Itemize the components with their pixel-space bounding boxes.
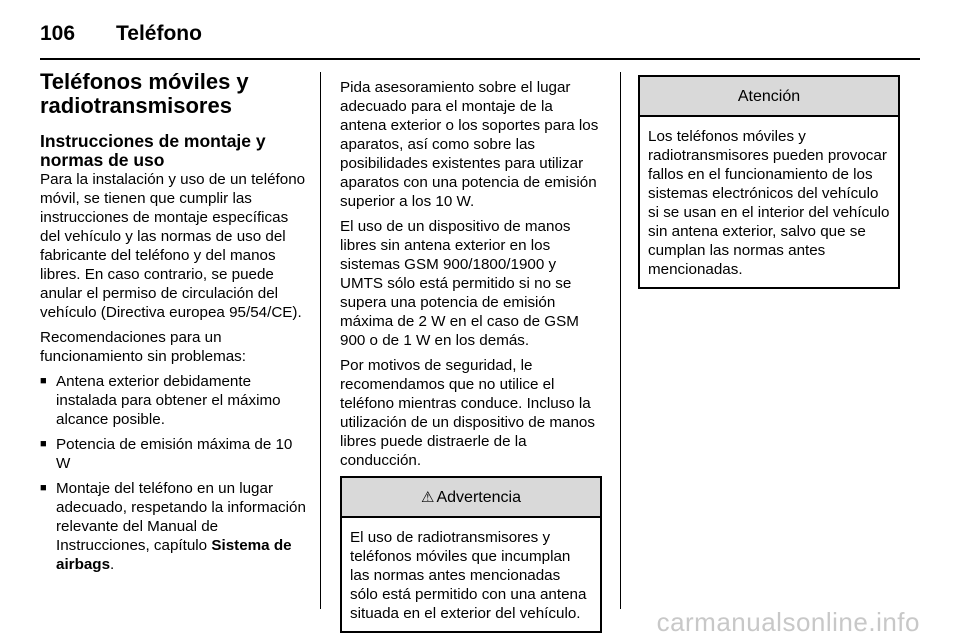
warning-title: Advertencia (436, 488, 521, 506)
paragraph: El uso de un dispositivo de manos libres sin antena exterior en los sistemas GSM 900/1800/1900 y UMTS sólo está permitido si no se supera una potencia de emisión máxima de 2 W en el caso de GSM 900 o de 1 W en los demás. (340, 218, 579, 349)
paragraph: Para la instalación y uso de un teléfono móvil, se tienen que cumplir las instrucciones de montaje específicas del vehículo y las normas de uso del fabricante del teléfono y del manos libres. En caso contrario, se puede anular el permiso de circulación del vehículo (Directiva europea 95/54/CE). (40, 171, 306, 321)
page-title: Teléfonos móviles y radiotransmisores (40, 69, 249, 118)
watermark: carmanualsonline.info (656, 607, 920, 637)
page-header (40, 14, 202, 54)
attention-box (638, 75, 900, 289)
cross-reference: Sistema de airbags (56, 537, 292, 573)
warning-text: El uso de radiotransmisores y teléfonos móviles que incumplan las normas antes mencionadas sólo está permitido con una antena situada en el exterior del vehículo. (350, 529, 587, 622)
list-item-tail: . (110, 556, 115, 573)
list-item-text: Antena exterior debidamente instalada para obtener el máximo alcance posible. (56, 373, 281, 428)
paragraph: Recomendaciones para un funcionamiento sin problemas: (40, 329, 246, 365)
header-rule (40, 58, 920, 60)
subsection-title: Instrucciones de montaje y normas de uso (40, 131, 266, 170)
warning-box-header (342, 478, 600, 518)
bullet-icon: ■ (40, 482, 47, 494)
warning-box (340, 476, 602, 633)
list-item-text: Potencia de emisión máxima de 10 W (56, 436, 293, 472)
paragraph: Por motivos de seguridad, le recomendamos que no utilice el teléfono mientras conduce. Incluso la utilización de un dispositivo de manos libres puede distraerle de la conducción. (340, 357, 595, 469)
list-item-text: Montaje del teléfono en un lugar adecuado, respetando la información relevante del Manual de Instrucciones, capítulo (56, 480, 306, 554)
list-item (40, 479, 308, 574)
attention-text: Los teléfonos móviles y radiotransmisores pueden provocar fallos en el funcionamiento de los sistemas electrónicos del vehículo si se usan en el interior del vehículo sin antena exterior, salvo que se cumplan las normas antes mencionadas. (648, 128, 890, 278)
warning-icon: ⚠ (421, 488, 435, 506)
column-divider (320, 72, 321, 609)
section-title: Teléfono (116, 22, 202, 45)
column-left (40, 70, 308, 580)
column-divider (620, 72, 621, 609)
attention-box-header (640, 77, 898, 117)
bullet-icon: ■ (40, 438, 47, 450)
column-right (638, 75, 900, 289)
bullet-icon: ■ (40, 375, 47, 387)
attention-title: Atención (737, 87, 801, 105)
bullet-list (40, 372, 308, 574)
paragraph: Pida asesoramiento sobre el lugar adecuado para el montaje de la antena exterior o los soportes para los aparatos, así como sobre las posibilidades existentes para utilizar aparatos con una potencia de emisión superior a los 10 W. (340, 79, 599, 210)
list-item (40, 435, 308, 473)
column-middle (340, 78, 602, 633)
list-item (40, 372, 308, 429)
page-number: 106 (40, 22, 76, 45)
